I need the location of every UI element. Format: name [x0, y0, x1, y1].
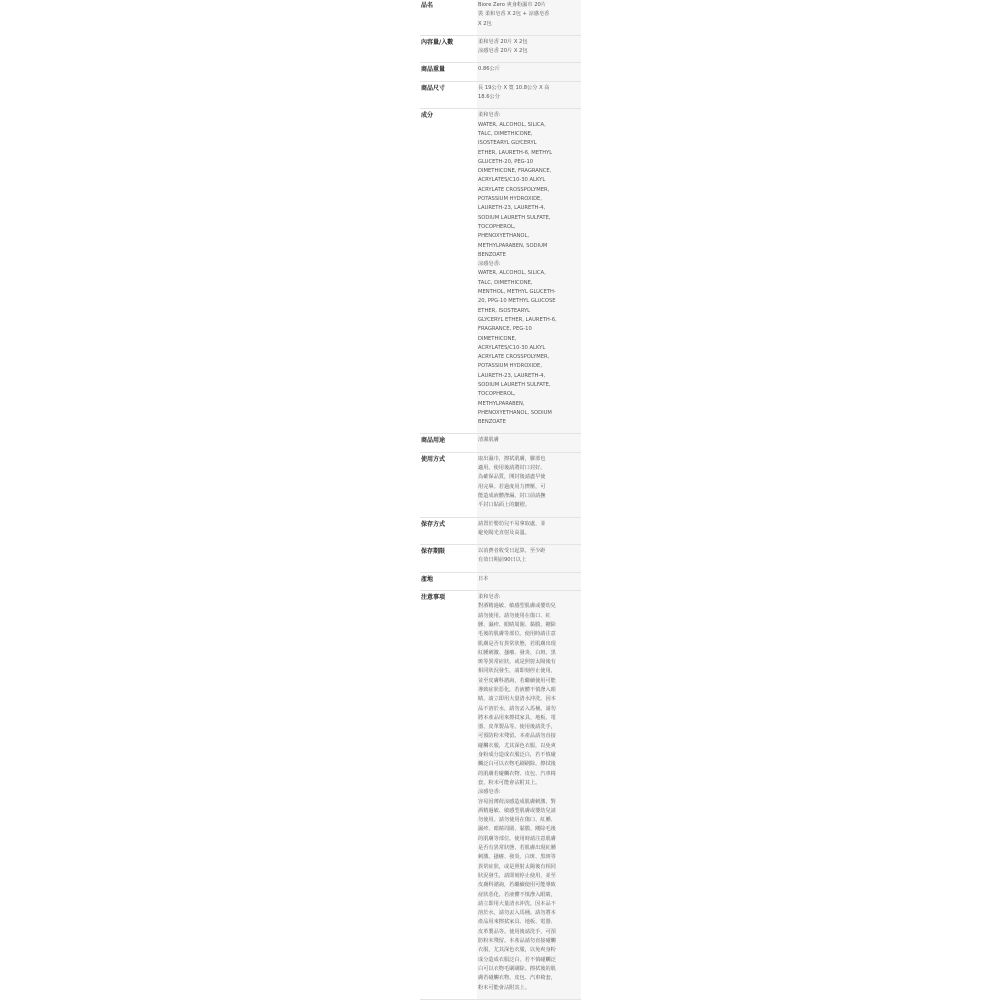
spec-label: 品名	[420, 0, 477, 35]
spec-label: 內容量/入數	[420, 35, 477, 63]
spec-value: 柔和皂香: 對酒精過敏、敏感型肌膚或嬰幼兒 請勿使用。請勿使用在傷口、紅 腫、濕疹、眼睛周圍、黏膜、剛除 毛後的肌膚等部位。使用時請注意 肌膚是否有異常狀態，若肌膚出現 紅腫刺激、搔癢、發炎、白斑、黑 斑等異常症狀，或是照射太陽後有 相同狀況發生，請即刻停止使用， 並至皮膚科諮詢，若繼續使用可能 導致症狀惡化。若液體不慎滲入眼 睛，請立即用大量清水沖洗。因本 品不溶於水，請勿丟入馬桶。請勿 將本產品用來擦拭家具、地板、電 器、皮革製品等。使用後請洗手， 可預防粉末殘留。本產品請勿直接 碰觸衣服，尤其深色衣服，以免爽 身粉成分造成衣服泛白，若不慎碰 觸泛白可以衣物毛刷刷除。擦拭後 的肌膚若碰觸衣物、皮包、汽車椅 套，粉末可能會沾附其上。 涼感皂香: 容易因薄荷涼感造成肌膚刺激、對 酒精過敏、敏感型肌膚或嬰幼兒請 勿使用。請勿使用在傷口、紅腫、 濕疹、眼睛周圍、黏膜、剛除毛後 的肌膚等部位。使用時請注意肌膚 是否有異常狀態，若肌膚出現紅腫 刺激、搔癢、發炎、白斑、黑斑等 異常症狀，或是照射太陽後有相同 狀況發生，請即刻停止使用，並至 皮膚科諮詢，若繼續使用可能導致 症狀惡化。若液體不慎滲入眼睛， 請立即用大量清水沖洗。因本品不 溶於水，請勿丟入馬桶。請勿將本 產品用來擦拭家具、地板、電器、 皮革製品等。使用後請洗手，可預 防粉末殘留。本產品請勿直接碰觸 衣服，尤其深色衣服，以免爽身粉 成分造成衣服泛白，若不慎碰觸泛 白可以衣物毛刷刷除。擦拭後的肌 膚若碰觸衣物、皮包、汽車椅套， 粉末可能會沾附其上。	[477, 591, 581, 1000]
spec-row-contents	[420, 35, 581, 63]
spec-label: 商品重量	[420, 63, 477, 81]
spec-label: 商品尺寸	[420, 81, 477, 109]
spec-row-precautions	[420, 591, 581, 1000]
spec-row-dimensions	[420, 81, 581, 109]
spec-row-storage	[420, 517, 581, 545]
spec-value: Biore Zero 爽身粉濕巾 20片 裝 柔和皂香 X 2包 + 涼感皂香 X 2包	[477, 0, 581, 35]
spec-value: 長 19公分 X 寬 10.8公分 X 高 18.6公分	[477, 81, 581, 109]
spec-value: 以消費者收受日起算，至少距 有效日期前90日以上	[477, 545, 581, 573]
spec-row-ingredients	[420, 109, 581, 434]
spec-label: 保存期限	[420, 545, 477, 573]
spec-label: 保存方式	[420, 517, 477, 545]
spec-label: 注意事項	[420, 591, 477, 1000]
spec-value: 柔和皂香: WATER, ALCOHOL, SILICA, TALC, DIMETHICONE, ISOSTEARYL GLYCERYL ETHER, LAURETH-6, METHYL GLUCETH-20, PEG-10 DIMETHICONE, FRAGRANCE, ACRYLATES/C10-30 ALKYL ACRYLATE CROSSPOLYMER, POTASSIUM HYDROXIDE, LAURETH-23, LAURETH-4, SODIUM LAURETH SULFATE, TOCOPHEROL, PHENOXYETHANOL, METHYLPARABEN, SODIUM BENZOATE 涼感皂香: WATER, ALCOHOL, SILICA, TALC, DIMETHICONE, MENTHOL, METHYL GLUCETH- 20, PPG-10 METHYL GLUCOSE ETHER, ISOSTEARYL GLYCERYL ETHER, LAURETH-6, FRAGRANCE, PEG-10 DIMETHICONE, ACRYLATES/C10-30 ALKYL ACRYLATE CROSSPOLYMER, POTASSIUM HYDROXIDE, LAURETH-23, LAURETH-4, SODIUM LAURETH SULFATE, TOCOPHEROL, METHYLPARABEN, PHENOXYETHANOL, SODIUM BENZOATE	[477, 109, 581, 434]
spec-value: 請置於嬰幼兒不易拿取處，並 避免陽光直射及高溫。	[477, 517, 581, 545]
product-spec-table	[420, 0, 581, 1000]
spec-label: 產地	[420, 572, 477, 590]
spec-value: 柔和皂香 20片 X 2包 涼感皂香 20片 X 2包	[477, 35, 581, 63]
spec-label: 商品用途	[420, 434, 477, 452]
spec-row-shelf-life	[420, 545, 581, 573]
spec-row-purpose	[420, 434, 581, 452]
spec-value: 0.86公斤	[477, 63, 581, 81]
spec-row-weight	[420, 63, 581, 81]
spec-row-usage	[420, 452, 581, 517]
spec-value: 清潔肌膚	[477, 434, 581, 452]
spec-label: 使用方式	[420, 452, 477, 517]
spec-label: 成分	[420, 109, 477, 434]
spec-row-origin	[420, 572, 581, 590]
spec-value: 日本	[477, 572, 581, 590]
spec-value: 取出濕巾，擦拭肌膚，膠部也 適用。使用後請將封口封好。 為確保品質，開封後請盡早使 用完畢。若過度用力擠壓，可 能造成液體滲漏。封口前請撫 平封口貼面上的皺褶。	[477, 452, 581, 517]
spec-row-name	[420, 0, 581, 35]
